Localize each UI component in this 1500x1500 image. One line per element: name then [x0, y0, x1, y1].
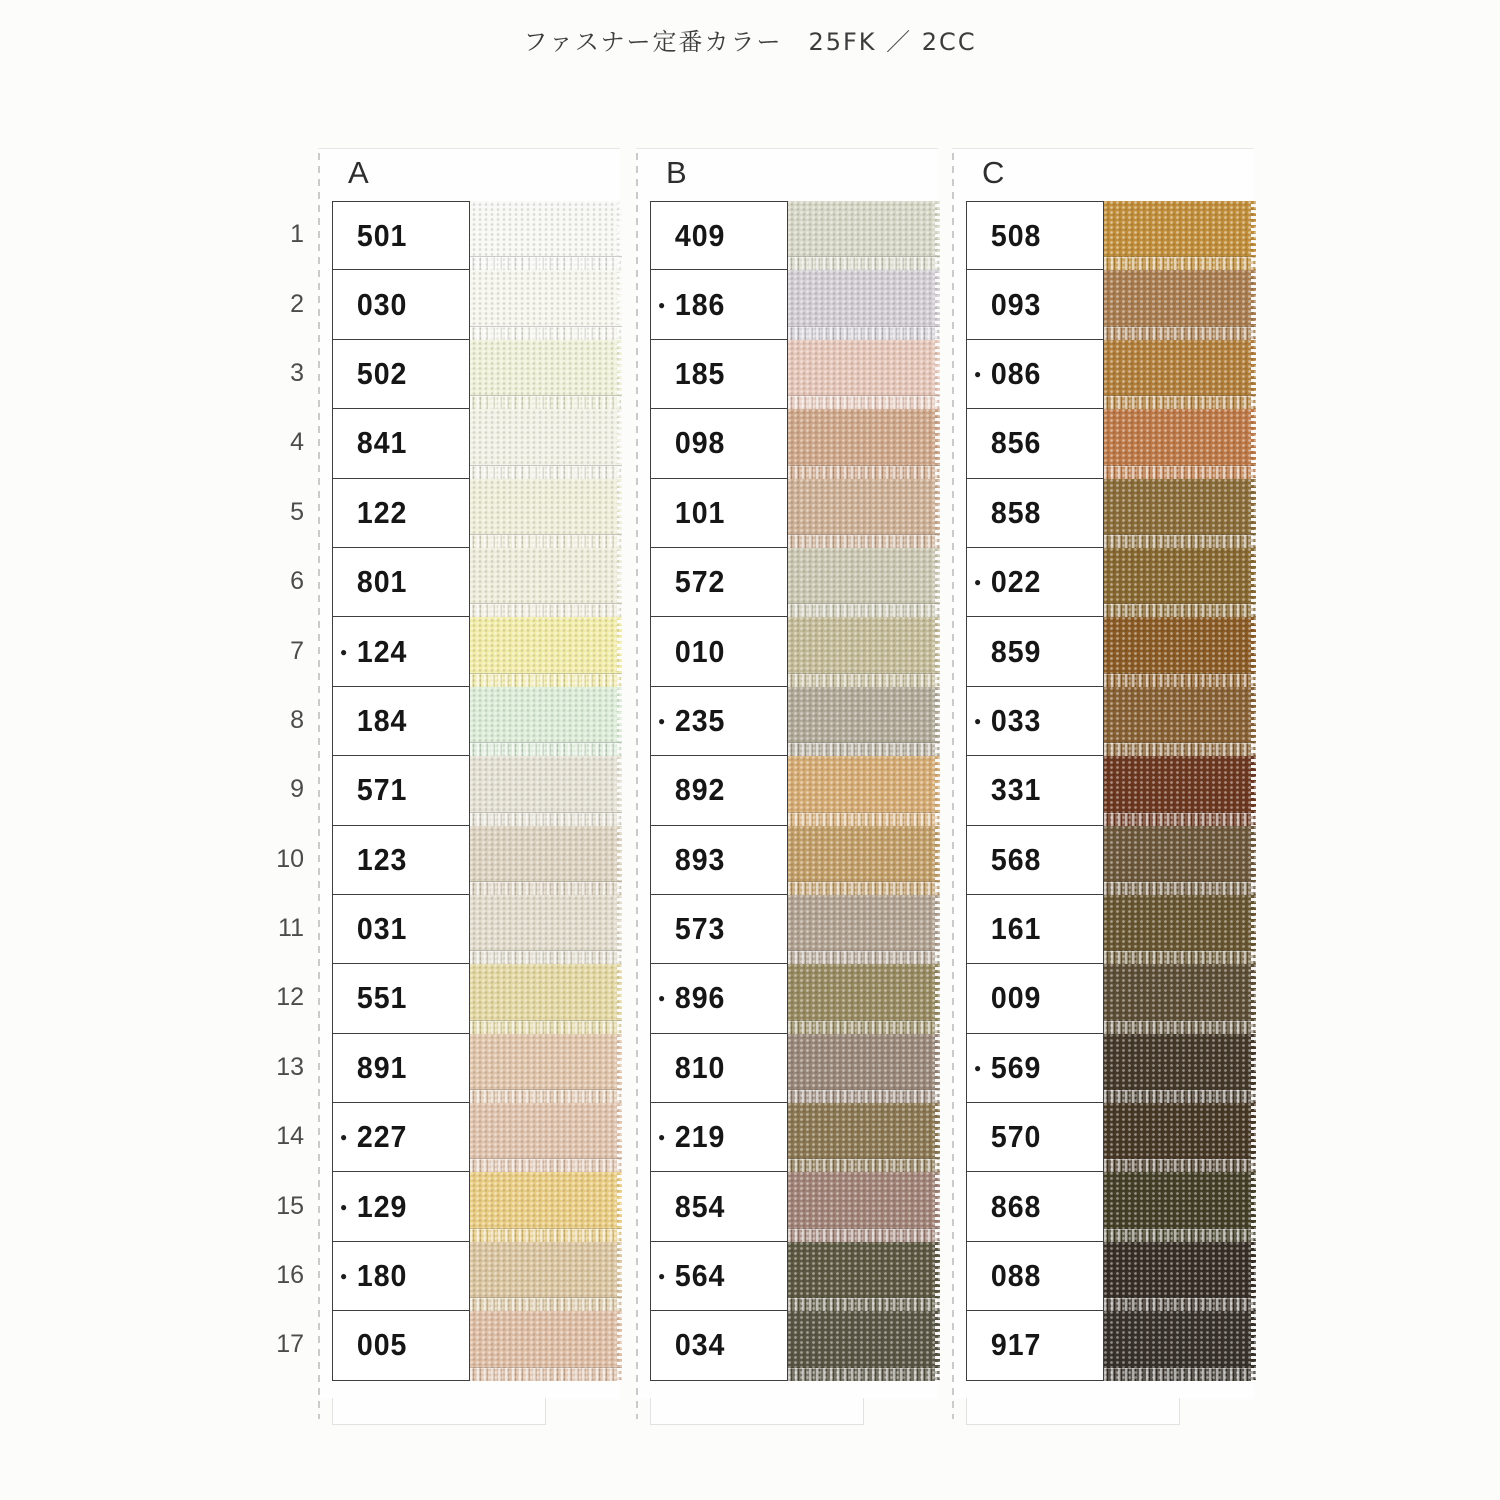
swatch-row	[650, 479, 940, 548]
swatch-row	[650, 1103, 940, 1172]
zipper-coil-icon	[1104, 1159, 1256, 1172]
swatch-row	[332, 270, 622, 339]
zipper-coil-icon	[470, 951, 622, 964]
dot-mark: ●	[340, 1130, 348, 1145]
fabric-swatch	[788, 964, 940, 1033]
fabric-swatch	[470, 409, 622, 478]
color-code: 161	[990, 911, 1042, 947]
color-code: 184	[356, 702, 408, 738]
swatch-row	[650, 964, 940, 1033]
swatch-card-c	[952, 148, 1254, 1399]
zipper-coil-icon	[788, 882, 940, 895]
color-code-box	[650, 687, 788, 756]
color-code-box	[966, 964, 1104, 1033]
swatch-row	[650, 895, 940, 964]
color-code: 409	[674, 217, 726, 253]
fabric-swatch	[470, 1103, 622, 1172]
swatch-row	[650, 617, 940, 686]
fabric-swatch	[1104, 895, 1256, 964]
row-number: 3	[290, 358, 304, 387]
color-code-box	[332, 687, 470, 756]
zipper-coil-icon	[470, 882, 622, 895]
card-bottom-tab	[332, 1398, 546, 1425]
color-code-box	[966, 1103, 1104, 1172]
color-code: 086	[990, 355, 1042, 391]
swatch-row	[650, 548, 940, 617]
zipper-coil-icon	[470, 327, 622, 340]
color-code: 858	[990, 494, 1042, 530]
swatch-row	[966, 1103, 1256, 1172]
color-code: 030	[356, 286, 408, 322]
zipper-coil-icon	[470, 813, 622, 826]
fabric-swatch	[470, 479, 622, 548]
fabric-swatch	[1104, 479, 1256, 548]
zipper-coil-icon	[1104, 1298, 1256, 1311]
color-code-box	[650, 409, 788, 478]
zipper-coil-icon	[788, 257, 940, 270]
color-code-box	[332, 1242, 470, 1311]
zipper-coil-icon	[470, 1298, 622, 1311]
zipper-coil-icon	[788, 1159, 940, 1172]
fabric-swatch	[470, 340, 622, 409]
row-number-rail	[258, 200, 304, 1380]
color-code-box	[650, 826, 788, 895]
row-number: 10	[276, 844, 304, 873]
color-code-box	[966, 1172, 1104, 1241]
fabric-swatch	[1104, 548, 1256, 617]
color-code-box	[332, 270, 470, 339]
swatch-card-b	[636, 148, 938, 1399]
color-code-box	[650, 617, 788, 686]
fabric-swatch	[788, 1242, 940, 1311]
zipper-coil-icon	[470, 535, 622, 548]
card-bottom-tab	[966, 1398, 1180, 1425]
fabric-swatch	[1104, 1103, 1256, 1172]
swatch-row	[650, 1242, 940, 1311]
zipper-coil-icon	[470, 1229, 622, 1242]
zipper-coil-icon	[788, 327, 940, 340]
swatch-row	[332, 1103, 622, 1172]
fabric-swatch	[1104, 1311, 1256, 1380]
zipper-coil-icon	[788, 1298, 940, 1311]
color-code-box	[650, 340, 788, 409]
color-code: 569	[990, 1049, 1042, 1085]
color-code: 122	[356, 494, 408, 530]
dot-mark: ●	[658, 991, 666, 1006]
color-code-box	[332, 548, 470, 617]
swatch-row	[332, 895, 622, 964]
fabric-swatch	[1104, 1034, 1256, 1103]
dot-mark: ●	[974, 1060, 982, 1075]
zipper-coil-icon	[1104, 882, 1256, 895]
swatch-row	[332, 340, 622, 409]
fabric-swatch	[470, 1242, 622, 1311]
color-code-box	[332, 964, 470, 1033]
color-code: 854	[674, 1188, 726, 1224]
swatch-row	[332, 1172, 622, 1241]
color-code-box	[966, 479, 1104, 548]
row-number: 6	[290, 567, 304, 596]
color-code: 501	[356, 217, 408, 253]
color-code-box	[650, 895, 788, 964]
color-code-box	[966, 826, 1104, 895]
swatch-row	[332, 548, 622, 617]
color-code-box	[966, 201, 1104, 270]
color-code-box	[332, 409, 470, 478]
color-code-box	[966, 340, 1104, 409]
color-code: 571	[356, 772, 408, 808]
swatch-row	[966, 756, 1256, 825]
color-code: 859	[990, 633, 1042, 669]
swatch-row	[332, 826, 622, 895]
swatch-row	[332, 964, 622, 1033]
page-title: ファスナー定番カラー 25FK ／ 2CC	[523, 28, 977, 56]
zipper-coil-icon	[788, 1090, 940, 1103]
color-code-box	[966, 409, 1104, 478]
color-code-box	[966, 1034, 1104, 1103]
color-code: 010	[674, 633, 726, 669]
fabric-swatch	[470, 756, 622, 825]
color-code: 568	[990, 841, 1042, 877]
color-code: 093	[990, 286, 1042, 322]
zipper-coil-icon	[1104, 257, 1256, 270]
color-code: 088	[990, 1258, 1042, 1294]
color-code: 508	[990, 217, 1042, 253]
color-code: 570	[990, 1119, 1042, 1155]
fabric-swatch	[470, 687, 622, 756]
zipper-coil-icon	[1104, 1368, 1256, 1381]
color-code: 331	[990, 772, 1042, 808]
swatch-row	[332, 617, 622, 686]
color-code-box	[332, 617, 470, 686]
color-code: 572	[674, 564, 726, 600]
dot-mark: ●	[974, 713, 982, 728]
fabric-swatch	[470, 617, 622, 686]
fabric-swatch	[470, 826, 622, 895]
color-code: 841	[356, 425, 408, 461]
swatch-row	[966, 1034, 1256, 1103]
color-code-box	[966, 270, 1104, 339]
color-code-box	[332, 895, 470, 964]
row-number: 15	[276, 1191, 304, 1220]
swatch-row	[966, 1311, 1256, 1380]
color-code-box	[650, 479, 788, 548]
zipper-coil-icon	[470, 466, 622, 479]
fabric-swatch	[470, 270, 622, 339]
color-code: 009	[990, 980, 1042, 1016]
swatch-row	[966, 895, 1256, 964]
row-number: 5	[290, 497, 304, 526]
color-code-box	[650, 964, 788, 1033]
swatch-row	[332, 1242, 622, 1311]
zipper-coil-icon	[470, 1159, 622, 1172]
color-code-box	[650, 756, 788, 825]
zipper-coil-icon	[788, 604, 940, 617]
row-number: 9	[290, 775, 304, 804]
row-number: 1	[290, 220, 304, 249]
zipper-coil-icon	[1104, 327, 1256, 340]
swatch-row	[332, 479, 622, 548]
card-b-rows	[650, 201, 940, 1381]
color-code-box	[966, 617, 1104, 686]
color-code-box	[332, 756, 470, 825]
dot-mark: ●	[340, 644, 348, 659]
zipper-coil-icon	[1104, 743, 1256, 756]
color-code-box	[966, 548, 1104, 617]
fabric-swatch	[788, 895, 940, 964]
dot-mark: ●	[658, 1130, 666, 1145]
fabric-swatch	[470, 1034, 622, 1103]
row-number: 4	[290, 428, 304, 457]
swatch-row	[650, 1034, 940, 1103]
zipper-coil-icon	[470, 674, 622, 687]
color-code: 129	[356, 1188, 408, 1224]
row-number: 17	[276, 1330, 304, 1359]
swatch-row	[966, 409, 1256, 478]
swatch-row	[332, 1034, 622, 1103]
color-code-box	[966, 895, 1104, 964]
color-code: 101	[674, 494, 726, 530]
zipper-coil-icon	[1104, 1021, 1256, 1034]
color-code-box	[332, 1311, 470, 1380]
color-code: 551	[356, 980, 408, 1016]
dot-mark: ●	[658, 713, 666, 728]
card-bottom-tab	[650, 1398, 864, 1425]
color-code: 856	[990, 425, 1042, 461]
zipper-coil-icon	[1104, 674, 1256, 687]
fabric-swatch	[788, 756, 940, 825]
fabric-swatch	[1104, 756, 1256, 825]
swatch-row	[650, 826, 940, 895]
color-code-box	[332, 479, 470, 548]
color-code-box	[650, 1242, 788, 1311]
color-code: 896	[674, 980, 726, 1016]
zipper-coil-icon	[1104, 1090, 1256, 1103]
fabric-swatch	[470, 201, 622, 270]
zipper-coil-icon	[470, 743, 622, 756]
zipper-coil-icon	[788, 1229, 940, 1242]
fabric-swatch	[788, 826, 940, 895]
zipper-coil-icon	[788, 674, 940, 687]
card-c-rows	[966, 201, 1256, 1381]
dot-mark: ●	[974, 575, 982, 590]
row-number: 16	[276, 1261, 304, 1290]
zipper-coil-icon	[1104, 466, 1256, 479]
fabric-swatch	[788, 270, 940, 339]
fabric-swatch	[470, 895, 622, 964]
color-code-box	[332, 826, 470, 895]
swatch-row	[332, 201, 622, 270]
color-code-box	[966, 1242, 1104, 1311]
fabric-swatch	[788, 687, 940, 756]
color-code: 123	[356, 841, 408, 877]
swatch-row	[966, 270, 1256, 339]
column-label-b: B	[666, 155, 687, 190]
fabric-swatch	[470, 964, 622, 1033]
zipper-coil-icon	[470, 1090, 622, 1103]
dot-mark: ●	[658, 1269, 666, 1284]
swatch-row	[966, 201, 1256, 270]
fabric-swatch	[788, 1103, 940, 1172]
zipper-coil-icon	[788, 1368, 940, 1381]
fabric-swatch	[1104, 1242, 1256, 1311]
zipper-coil-icon	[1104, 396, 1256, 409]
color-code: 031	[356, 911, 408, 947]
fabric-swatch	[788, 1172, 940, 1241]
row-number: 12	[276, 983, 304, 1012]
color-code: 180	[356, 1258, 408, 1294]
fabric-swatch	[470, 1311, 622, 1380]
color-code: 185	[674, 355, 726, 391]
row-number: 2	[290, 289, 304, 318]
color-code-box	[966, 756, 1104, 825]
zipper-coil-icon	[1104, 1229, 1256, 1242]
color-code: 034	[674, 1327, 726, 1363]
row-number: 11	[278, 914, 304, 943]
zipper-coil-icon	[470, 396, 622, 409]
color-code-box	[332, 1034, 470, 1103]
swatch-row	[650, 756, 940, 825]
color-code-box	[966, 1311, 1104, 1380]
fabric-swatch	[788, 548, 940, 617]
dot-mark: ●	[658, 297, 666, 312]
color-code: 893	[674, 841, 726, 877]
color-code-box	[332, 1172, 470, 1241]
fabric-swatch	[1104, 340, 1256, 409]
fabric-swatch	[788, 201, 940, 270]
color-code: 022	[990, 564, 1042, 600]
fabric-swatch	[1104, 617, 1256, 686]
color-code: 573	[674, 911, 726, 947]
row-number: 8	[290, 705, 304, 734]
card-a-rows	[332, 201, 622, 1381]
zipper-coil-icon	[470, 1368, 622, 1381]
fabric-swatch	[1104, 826, 1256, 895]
fabric-swatch	[1104, 409, 1256, 478]
swatch-row	[332, 1311, 622, 1380]
zipper-coil-icon	[788, 951, 940, 964]
swatch-row	[966, 964, 1256, 1033]
zipper-coil-icon	[1104, 535, 1256, 548]
color-code-box	[332, 340, 470, 409]
color-code-box	[332, 201, 470, 270]
fabric-swatch	[470, 1172, 622, 1241]
fabric-swatch	[1104, 270, 1256, 339]
dot-mark: ●	[974, 366, 982, 381]
zipper-coil-icon	[788, 1021, 940, 1034]
swatch-row	[966, 617, 1256, 686]
swatch-row	[332, 756, 622, 825]
color-code: 868	[990, 1188, 1042, 1224]
zipper-coil-icon	[788, 466, 940, 479]
swatch-row	[332, 687, 622, 756]
zipper-coil-icon	[470, 604, 622, 617]
fabric-swatch	[1104, 964, 1256, 1033]
swatch-row	[966, 340, 1256, 409]
color-code-box	[650, 548, 788, 617]
fabric-swatch	[788, 340, 940, 409]
swatch-row	[966, 687, 1256, 756]
zipper-coil-icon	[1104, 604, 1256, 617]
fabric-swatch	[788, 617, 940, 686]
color-code: 917	[990, 1327, 1042, 1363]
dot-mark: ●	[340, 1199, 348, 1214]
color-code: 892	[674, 772, 726, 808]
swatch-card-a	[318, 148, 620, 1399]
color-code-box	[650, 1172, 788, 1241]
swatch-row	[650, 201, 940, 270]
color-code: 235	[674, 702, 726, 738]
swatch-row	[966, 826, 1256, 895]
color-code: 033	[990, 702, 1042, 738]
row-number: 14	[276, 1122, 304, 1151]
swatch-row	[966, 479, 1256, 548]
fabric-swatch	[788, 1311, 940, 1380]
swatch-row	[966, 548, 1256, 617]
color-code: 227	[356, 1119, 408, 1155]
zipper-coil-icon	[470, 1021, 622, 1034]
color-code: 564	[674, 1258, 726, 1294]
swatch-row	[650, 1311, 940, 1380]
fabric-swatch	[788, 1034, 940, 1103]
row-number: 13	[276, 1052, 304, 1081]
zipper-coil-icon	[1104, 813, 1256, 826]
color-code: 502	[356, 355, 408, 391]
color-code: 005	[356, 1327, 408, 1363]
color-code: 098	[674, 425, 726, 461]
zipper-coil-icon	[788, 535, 940, 548]
swatch-row	[650, 687, 940, 756]
color-code-box	[332, 1103, 470, 1172]
color-code-box	[650, 201, 788, 270]
swatch-row	[332, 409, 622, 478]
fabric-swatch	[470, 548, 622, 617]
color-code: 801	[356, 564, 408, 600]
fabric-swatch	[1104, 1172, 1256, 1241]
row-number: 7	[290, 636, 304, 665]
color-code-box	[966, 687, 1104, 756]
fabric-swatch	[788, 479, 940, 548]
column-label-c: C	[982, 155, 1005, 190]
swatch-row	[650, 1172, 940, 1241]
swatch-row	[650, 340, 940, 409]
swatch-row	[966, 1172, 1256, 1241]
color-code: 891	[356, 1049, 408, 1085]
column-label-a: A	[348, 155, 369, 190]
color-code-box	[650, 1103, 788, 1172]
color-code: 124	[356, 633, 408, 669]
color-code: 810	[674, 1049, 726, 1085]
color-code: 219	[674, 1119, 726, 1155]
zipper-coil-icon	[788, 813, 940, 826]
zipper-coil-icon	[788, 396, 940, 409]
swatch-row	[966, 1242, 1256, 1311]
zipper-coil-icon	[1104, 951, 1256, 964]
zipper-coil-icon	[470, 257, 622, 270]
dot-mark: ●	[340, 1269, 348, 1284]
fabric-swatch	[1104, 687, 1256, 756]
color-code-box	[650, 270, 788, 339]
color-code: 186	[674, 286, 726, 322]
fabric-swatch	[788, 409, 940, 478]
swatch-row	[650, 409, 940, 478]
zipper-coil-icon	[788, 743, 940, 756]
swatch-row	[650, 270, 940, 339]
color-code-box	[650, 1034, 788, 1103]
color-code-box	[650, 1311, 788, 1380]
fabric-swatch	[1104, 201, 1256, 270]
